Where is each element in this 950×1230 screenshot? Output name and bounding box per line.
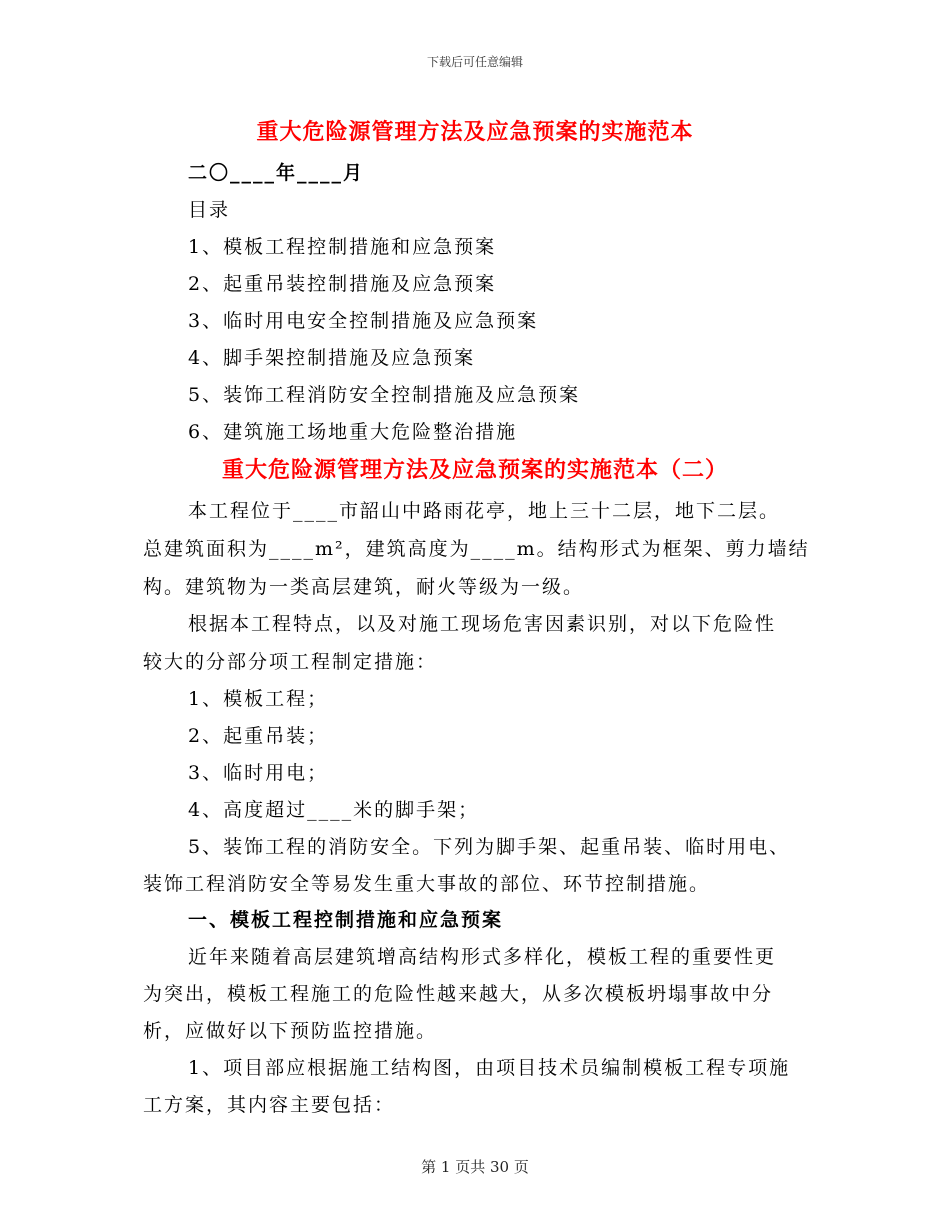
toc-item: 5、装饰工程消防安全控制措施及应急预案 — [188, 384, 581, 406]
paragraph-line: 1、项目部应根据施工结构图，由项目技术员编制模板工程专项施 — [188, 1057, 791, 1079]
toc-item: 6、建筑施工场地重大危险整治措施 — [188, 421, 518, 443]
paragraph-line: 析，应做好以下预防监控措施。 — [143, 1020, 438, 1042]
list-item: 1、模板工程； — [188, 688, 329, 710]
paragraph-line: 本工程位于____市韶山中路雨花亭，地上三十二层，地下二层。 — [188, 500, 781, 522]
paragraph-line: 为突出，模板工程施工的危险性越来越大，从多次模板坍塌事故中分 — [143, 983, 774, 1005]
toc-item: 1、模板工程控制措施和应急预案 — [188, 236, 497, 258]
section-heading: 一、模板工程控制措施和应急预案 — [188, 909, 504, 931]
toc-heading: 目录 — [188, 199, 231, 221]
paragraph-line: 构。建筑物为一类高层建筑，耐火等级为一级。 — [143, 576, 585, 598]
paragraph-line: 根据本工程特点，以及对施工现场危害因素识别，对以下危险性 — [188, 613, 777, 635]
paragraph-line: 近年来随着高层建筑增高结构形式多样化，模板工程的重要性更 — [188, 946, 777, 968]
toc-item: 3、临时用电安全控制措施及应急预案 — [188, 310, 539, 332]
toc-item: 2、起重吊装控制措施及应急预案 — [188, 273, 497, 295]
second-title: 重大危险源管理方法及应急预案的实施范本（二） — [221, 457, 728, 483]
paragraph-line: 工方案，其内容主要包括： — [143, 1094, 396, 1116]
header-note: 下载后可任意编辑 — [426, 55, 523, 69]
page-footer: 第 1 页共 30 页 — [421, 1158, 529, 1176]
list-item: 2、起重吊装； — [188, 725, 329, 747]
date-line: 二〇____年____月 — [188, 162, 365, 184]
paragraph-line: 较大的分部分项工程制定措施： — [143, 651, 438, 673]
list-item: 3、临时用电； — [188, 762, 329, 784]
toc-item: 4、脚手架控制措施及应急预案 — [188, 347, 476, 369]
paragraph-line: 总建筑面积为____m²，建筑高度为____m。结构形式为框架、剪力墙结 — [143, 538, 810, 560]
main-title: 重大危险源管理方法及应急预案的实施范本 — [256, 119, 694, 145]
list-item: 4、高度超过____米的脚手架； — [188, 799, 480, 821]
paragraph-line: 5、装饰工程的消防安全。下列为脚手架、起重吊装、临时用电、 — [188, 836, 791, 858]
paragraph-line: 装饰工程消防安全等易发生重大事故的部位、环节控制措施。 — [143, 873, 711, 895]
